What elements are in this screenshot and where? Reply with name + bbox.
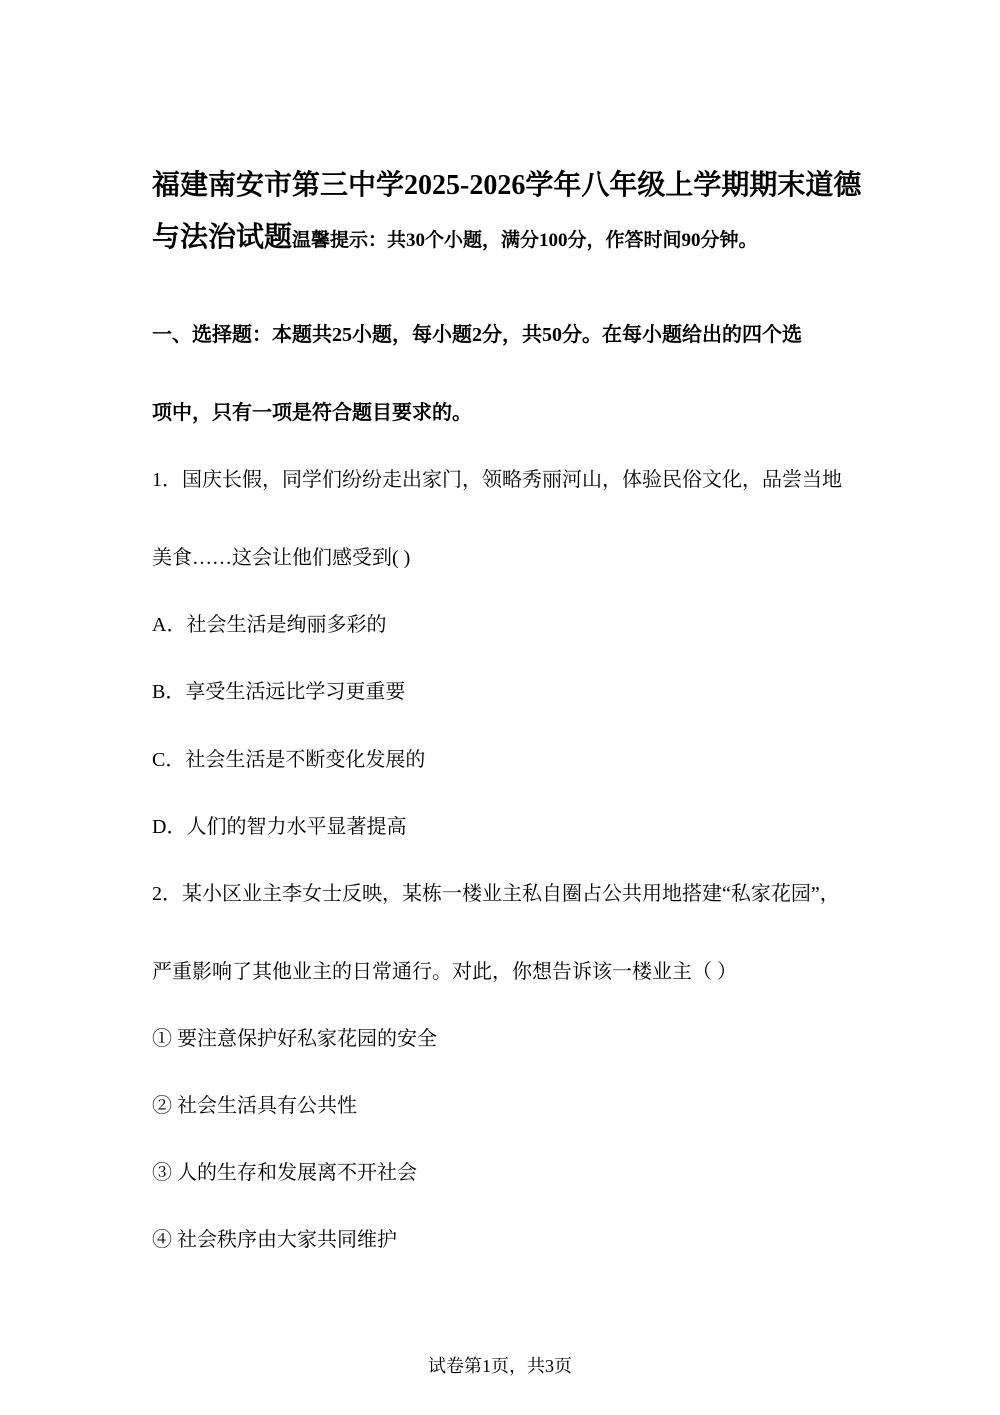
question-1-option-c: C．社会生活是不断变化发展的: [152, 749, 426, 771]
exam-title-line-2-row: [152, 218, 758, 261]
question-2-statement-2: ② 社会生活具有公共性: [152, 1095, 357, 1117]
question-1-option-a: A．社会生活是绚丽多彩的: [152, 614, 387, 636]
question-1-option-b: B．享受生活远比学习更重要: [152, 681, 406, 703]
question-1-option-d: D．人们的智力水平显著提高: [152, 816, 407, 838]
page-footer: 试卷第1页，共3页: [428, 1356, 572, 1376]
question-2-statement-1: ① 要注意保护好私家花园的安全: [152, 1028, 437, 1050]
exam-notice: 温馨提示：共30个小题，满分100分，作答时间90分钟。: [292, 230, 758, 251]
section-heading-line-1: 一、选择题：本题共25小题，每小题2分，共50分。在每小题给出的四个选: [152, 324, 802, 346]
question-1-stem-line-2: 美食……这会让他们感受到( ): [152, 547, 411, 569]
question-1-stem-line-1: 1．国庆长假，同学们纷纷走出家门，领略秀丽河山，体验民俗文化，品尝当地: [152, 469, 842, 491]
question-2-stem-line-1: 2．某小区业主李女士反映，某栋一楼业主私自圈占公共用地搭建“私家花园”，: [152, 883, 840, 905]
question-2-statement-3: ③ 人的生存和发展离不开社会: [152, 1162, 417, 1184]
section-heading-line-2: 项中，只有一项是符合题目要求的。: [152, 402, 472, 424]
question-2-statement-4: ④ 社会秩序由大家共同维护: [152, 1229, 397, 1251]
question-2-stem-line-2: 严重影响了其他业主的日常通行。对此，你想告诉该一楼业主（ ）: [152, 961, 737, 983]
exam-title-line-2: 与法治试题: [152, 222, 293, 253]
exam-title-line-1: 福建南安市第三中学2025-2026学年八年级上学期期末道德: [152, 170, 862, 201]
